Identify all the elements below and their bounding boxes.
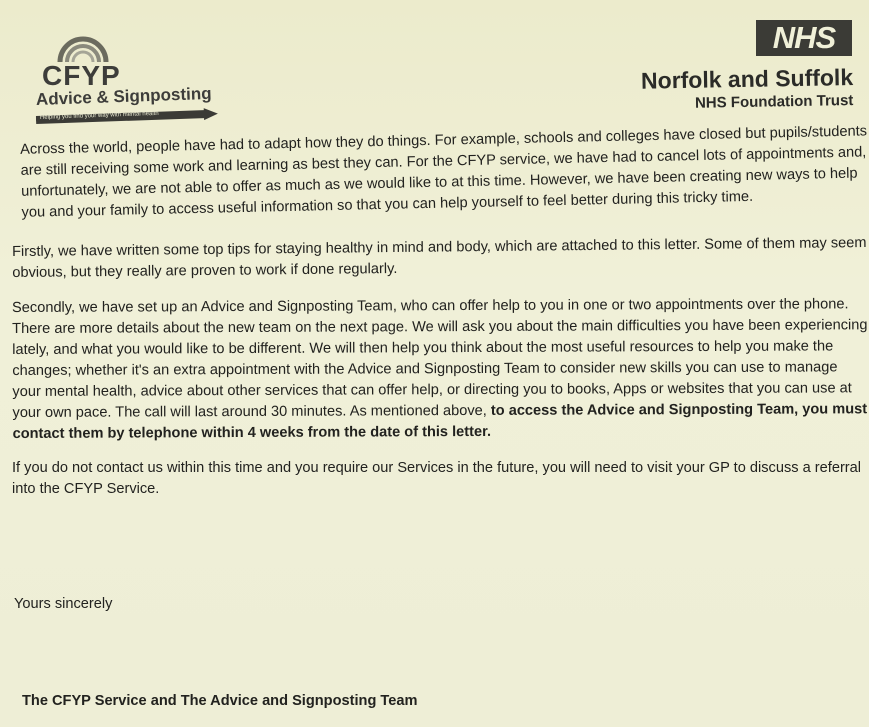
paragraph-top-tips: Firstly, we have written some top tips for staying healthy in mind and body, which are attached to this letter. Some of them may seem obvious, but they really are proven to work if done regularly.: [12, 235, 867, 281]
signature: The CFYP Service and The Advice and Signposting Team: [22, 693, 418, 709]
cfyp-logo: [36, 34, 246, 128]
cfyp-name: CFYP: [42, 60, 121, 91]
paragraph-intro: Across the world, people have had to adapt how they do things. For example, schools and colleges have closed but pupils/students are still receiving some work and learning as best they can. For the CFYP service, we have had to cancel lots of appointments and, unfortunately, we are not able to offer as much as we would like to at this time. However, we have been creating new ways to help you and your family to access useful information so that you can help yourself to feel better during this tricky time.: [20, 123, 868, 221]
closing-salutation: Yours sincerely: [14, 596, 113, 612]
nhs-trust-subtitle: NHS Foundation Trust: [694, 92, 854, 112]
letter-body: [12, 123, 868, 513]
cfyp-tagline: Helping you find your way with mental health: [39, 110, 159, 121]
cfyp-subtitle: Advice & Signposting: [35, 83, 212, 109]
nhs-trust-name: Norfolk and Suffolk: [640, 64, 854, 94]
paragraph-referral: If you do not contact us within this time and you require our Services in the future, you will need to visit your GP to discuss a referral into the CFYP Service.: [12, 460, 862, 497]
paragraph-advice-team-emphasis: to access the Advice and Signposting Team, you must contact them by telephone within 4 weeks from the date of this letter.: [12, 401, 868, 442]
nhs-logo-badge: NHS: [756, 20, 852, 56]
paragraph-advice-team-text: Secondly, we have set up an Advice and Signposting Team, who can offer help to you in one or two appointments over the phone. There are more details about the new team on the next page. We will ask you about the main difficulties you have been experiencing lately, and what you would like to be different. We will then help you think about the most useful resources to help you make the changes; whether it's an extra appointment with the Advice and Signposting Team to consider new skills you can use to manage your mental health, advice about other services that can offer help, or directing you to books, Apps or websites that you can use at your own pace. The call will last around 30 minutes. As mentioned above,: [12, 296, 868, 421]
paragraph-advice-team: [12, 294, 869, 445]
